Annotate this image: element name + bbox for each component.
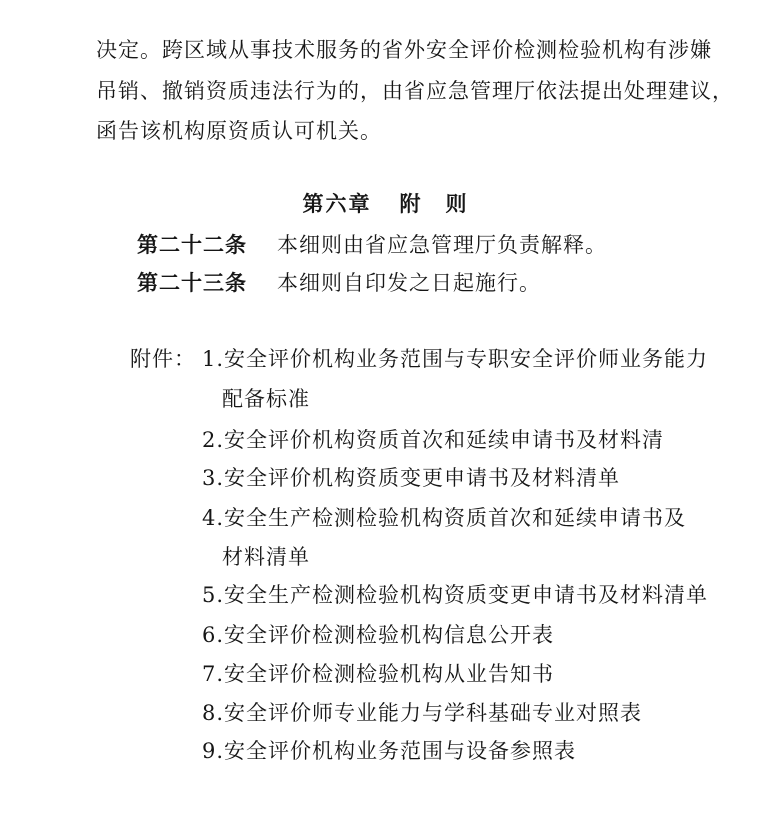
attachment-item-7 [202, 661, 554, 687]
attachment-text: 安全评价机构业务范围与设备参照表 [224, 739, 577, 763]
paragraph-line-1: 决定。跨区域从事技术服务的省外安全评价检测检验机构有涉嫌 [96, 38, 712, 62]
attachment-item-1 [202, 346, 708, 372]
attachments-label: 附件： [130, 347, 196, 371]
article-22 [137, 232, 607, 258]
article-number: 第二十二条 [137, 233, 247, 257]
article-text: 本细则自印发之日起施行。 [277, 271, 541, 295]
attachment-index: 2. [202, 428, 225, 452]
attachment-index: 1. [202, 347, 225, 371]
article-text: 本细则由省应急管理厅负责解释。 [277, 233, 607, 257]
attachment-item-1-continuation: 配备标准 [222, 387, 310, 411]
attachment-text: 安全评价机构资质首次和延续申请书及材料清 [224, 428, 665, 452]
article-23 [137, 270, 541, 296]
paragraph-line-2: 吊销、撤销资质违法行为的，由省应急管理厅依法提出处理建议， [96, 79, 734, 103]
attachment-text: 安全生产检测检验机构资质变更申请书及材料清单 [224, 583, 709, 607]
attachment-text: 安全评价检测检验机构从业告知书 [224, 662, 555, 686]
attachment-item-6 [202, 622, 554, 648]
attachment-text: 安全评价检测检验机构信息公开表 [224, 623, 555, 647]
attachment-index: 7. [202, 662, 225, 686]
chapter-title: 附 则 [399, 192, 469, 216]
attachment-item-4-continuation: 材料清单 [222, 545, 310, 569]
attachment-item-9 [202, 738, 576, 764]
attachment-index: 4. [202, 506, 225, 530]
attachment-text: 安全评价机构资质变更申请书及材料清单 [224, 466, 621, 490]
attachment-text: 安全评价师专业能力与学科基础专业对照表 [224, 701, 643, 725]
attachment-index: 9. [202, 739, 225, 763]
attachment-item-5 [202, 582, 708, 608]
attachment-text: 安全评价机构业务范围与专职安全评价师业务能力 [224, 347, 709, 371]
attachment-item-3 [202, 465, 620, 491]
attachment-item-4 [202, 505, 686, 531]
attachment-index: 6. [202, 623, 225, 647]
attachment-text: 安全生产检测检验机构资质首次和延续申请书及 [224, 506, 687, 530]
attachment-index: 8. [202, 701, 225, 725]
attachment-item-8 [202, 700, 642, 726]
attachment-item-2 [202, 427, 664, 453]
chapter-number: 第六章 [302, 192, 372, 216]
chapter-heading [0, 191, 771, 217]
paragraph-line-3: 函告该机构原资质认可机关。 [96, 119, 382, 143]
attachment-index: 3. [202, 466, 225, 490]
article-number: 第二十三条 [137, 271, 247, 295]
attachment-index: 5. [202, 583, 225, 607]
